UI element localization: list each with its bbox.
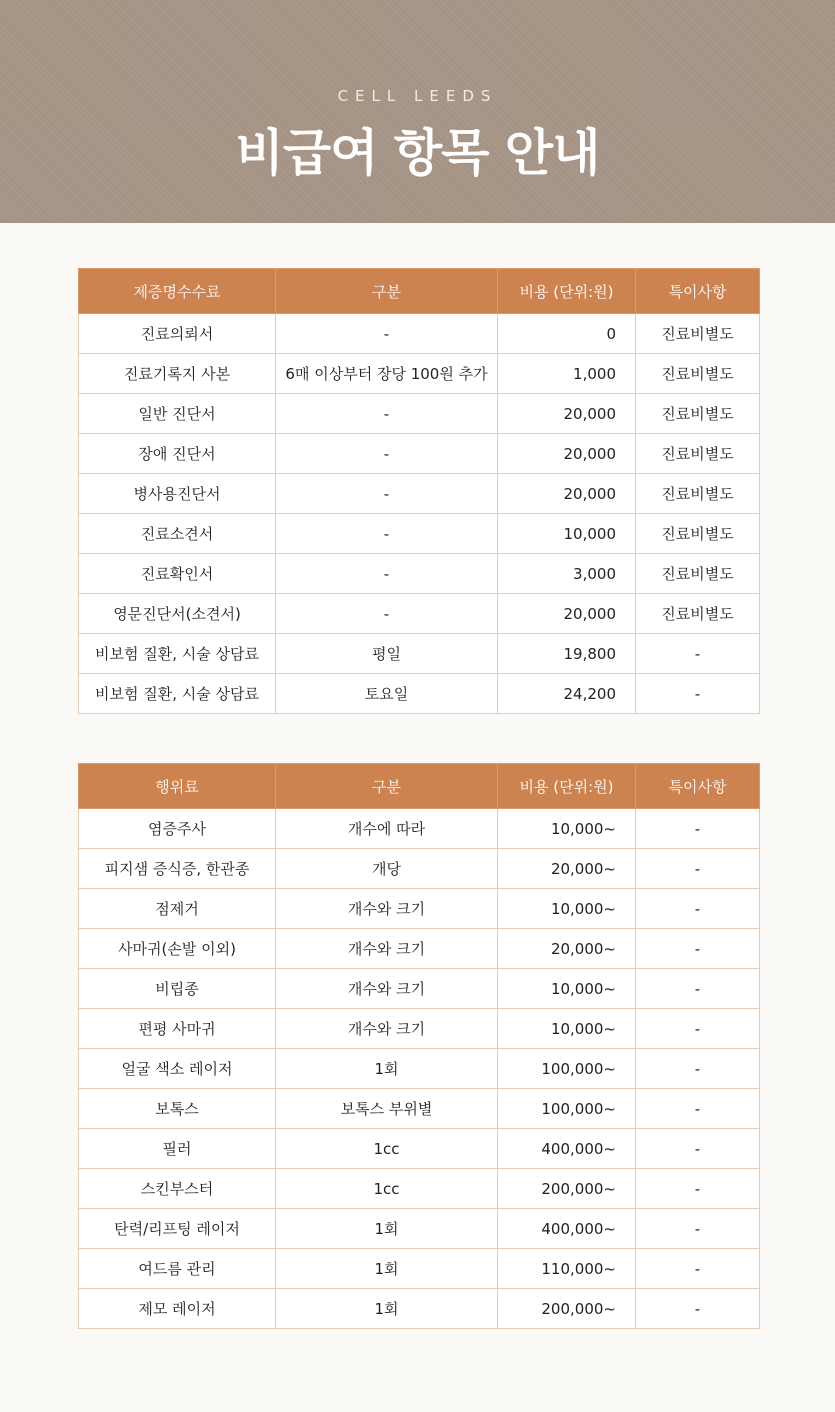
cell-cost: 400,000~	[498, 1209, 636, 1249]
cell-item: 병사용진단서	[79, 474, 276, 514]
header-note: 특이사항	[636, 764, 760, 809]
cell-note: -	[636, 1289, 760, 1329]
cell-note: -	[636, 889, 760, 929]
cell-item: 점제거	[79, 889, 276, 929]
cell-note: -	[636, 1169, 760, 1209]
brand-name: CELL LEEDS	[337, 87, 498, 105]
cell-cost: 10,000~	[498, 1009, 636, 1049]
cell-note: -	[636, 1049, 760, 1089]
cell-category: 1회	[276, 1049, 498, 1089]
cell-cost: 20,000	[498, 594, 636, 634]
table-row	[79, 1089, 760, 1129]
header-item: 제증명수수료	[79, 269, 276, 314]
cell-cost: 24,200	[498, 674, 636, 714]
table-row	[79, 1289, 760, 1329]
procedure-fee-table	[78, 763, 760, 1329]
cell-category: -	[276, 394, 498, 434]
cell-note: -	[636, 1249, 760, 1289]
cell-category: 개당	[276, 849, 498, 889]
cell-item: 영문진단서(소견서)	[79, 594, 276, 634]
cell-note: -	[636, 969, 760, 1009]
cell-note: -	[636, 634, 760, 674]
table-row	[79, 889, 760, 929]
cell-category: 개수와 크기	[276, 929, 498, 969]
cell-cost: 110,000~	[498, 1249, 636, 1289]
table-row	[79, 1049, 760, 1089]
cell-category: -	[276, 554, 498, 594]
table-row	[79, 929, 760, 969]
table-row	[79, 809, 760, 849]
table-row	[79, 554, 760, 594]
header-item: 행위료	[79, 764, 276, 809]
cell-category: 6매 이상부터 장당 100원 추가	[276, 354, 498, 394]
cell-item: 일반 진단서	[79, 394, 276, 434]
cell-cost: 10,000~	[498, 969, 636, 1009]
cell-category: 개수에 따라	[276, 809, 498, 849]
cell-cost: 19,800	[498, 634, 636, 674]
cell-category: 토요일	[276, 674, 498, 714]
cell-item: 비립종	[79, 969, 276, 1009]
cell-category: 1cc	[276, 1169, 498, 1209]
table-row	[79, 1209, 760, 1249]
cell-note: 진료비별도	[636, 514, 760, 554]
cell-category: -	[276, 474, 498, 514]
cell-cost: 200,000~	[498, 1289, 636, 1329]
cell-note: 진료비별도	[636, 474, 760, 514]
table-row	[79, 354, 760, 394]
cell-item: 스킨부스터	[79, 1169, 276, 1209]
cell-item: 편평 사마귀	[79, 1009, 276, 1049]
cell-cost: 20,000~	[498, 849, 636, 889]
table-row	[79, 969, 760, 1009]
cell-item: 보톡스	[79, 1089, 276, 1129]
table-row	[79, 1169, 760, 1209]
cell-item: 여드름 관리	[79, 1249, 276, 1289]
cell-cost: 20,000	[498, 394, 636, 434]
cell-cost: 20,000	[498, 474, 636, 514]
cell-note: -	[636, 1089, 760, 1129]
cell-cost: 3,000	[498, 554, 636, 594]
cell-category: 개수와 크기	[276, 1009, 498, 1049]
header-note: 특이사항	[636, 269, 760, 314]
header-banner	[0, 0, 835, 223]
cell-item: 필러	[79, 1129, 276, 1169]
cell-cost: 100,000~	[498, 1049, 636, 1089]
certificate-fee-table	[78, 268, 760, 714]
header-category: 구분	[276, 269, 498, 314]
cell-cost: 0	[498, 314, 636, 354]
cell-note: 진료비별도	[636, 394, 760, 434]
cell-item: 비보험 질환, 시술 상담료	[79, 674, 276, 714]
header-category: 구분	[276, 764, 498, 809]
table-body	[79, 809, 760, 1329]
cell-note: -	[636, 1009, 760, 1049]
cell-cost: 10,000~	[498, 889, 636, 929]
cell-note: 진료비별도	[636, 554, 760, 594]
cell-item: 진료확인서	[79, 554, 276, 594]
cell-note: -	[636, 809, 760, 849]
cell-category: 1회	[276, 1209, 498, 1249]
cell-category: 1cc	[276, 1129, 498, 1169]
cell-note: 진료비별도	[636, 434, 760, 474]
cell-note: -	[636, 929, 760, 969]
table-row	[79, 1129, 760, 1169]
cell-category: 1회	[276, 1289, 498, 1329]
table-row	[79, 634, 760, 674]
table-header-row	[79, 764, 760, 809]
cell-cost: 1,000	[498, 354, 636, 394]
cell-item: 장애 진단서	[79, 434, 276, 474]
cell-cost: 100,000~	[498, 1089, 636, 1129]
table-row	[79, 434, 760, 474]
cell-cost: 400,000~	[498, 1129, 636, 1169]
cell-item: 탄력/리프팅 레이저	[79, 1209, 276, 1249]
cell-cost: 10,000~	[498, 809, 636, 849]
cell-item: 제모 레이저	[79, 1289, 276, 1329]
table-row	[79, 674, 760, 714]
table-row	[79, 314, 760, 354]
cell-item: 진료의뢰서	[79, 314, 276, 354]
cell-note: -	[636, 1209, 760, 1249]
cell-note: 진료비별도	[636, 594, 760, 634]
table-row	[79, 514, 760, 554]
cell-category: -	[276, 314, 498, 354]
table-row	[79, 1009, 760, 1049]
table-body	[79, 314, 760, 714]
cell-category: 보톡스 부위별	[276, 1089, 498, 1129]
cell-cost: 10,000	[498, 514, 636, 554]
cell-note: -	[636, 674, 760, 714]
cell-note: -	[636, 849, 760, 889]
cell-category: 개수와 크기	[276, 969, 498, 1009]
cell-category: 평일	[276, 634, 498, 674]
page-title: 비급여 항목 안내	[235, 124, 600, 182]
table-row	[79, 474, 760, 514]
cell-item: 진료기록지 사본	[79, 354, 276, 394]
cell-item: 진료소견서	[79, 514, 276, 554]
cell-item: 비보험 질환, 시술 상담료	[79, 634, 276, 674]
table-row	[79, 1249, 760, 1289]
cell-note: -	[636, 1129, 760, 1169]
cell-category: -	[276, 594, 498, 634]
table-header-row	[79, 269, 760, 314]
header-cost: 비용 (단위:원)	[498, 764, 636, 809]
cell-category: -	[276, 514, 498, 554]
table-row	[79, 849, 760, 889]
cell-item: 염증주사	[79, 809, 276, 849]
cell-category: -	[276, 434, 498, 474]
cell-category: 1회	[276, 1249, 498, 1289]
cell-category: 개수와 크기	[276, 889, 498, 929]
cell-item: 사마귀(손발 이외)	[79, 929, 276, 969]
header-cost: 비용 (단위:원)	[498, 269, 636, 314]
cell-cost: 200,000~	[498, 1169, 636, 1209]
cell-cost: 20,000	[498, 434, 636, 474]
table-row	[79, 594, 760, 634]
cell-cost: 20,000~	[498, 929, 636, 969]
table-row	[79, 394, 760, 434]
cell-item: 얼굴 색소 레이저	[79, 1049, 276, 1089]
cell-note: 진료비별도	[636, 314, 760, 354]
cell-note: 진료비별도	[636, 354, 760, 394]
cell-item: 피지샘 증식증, 한관종	[79, 849, 276, 889]
